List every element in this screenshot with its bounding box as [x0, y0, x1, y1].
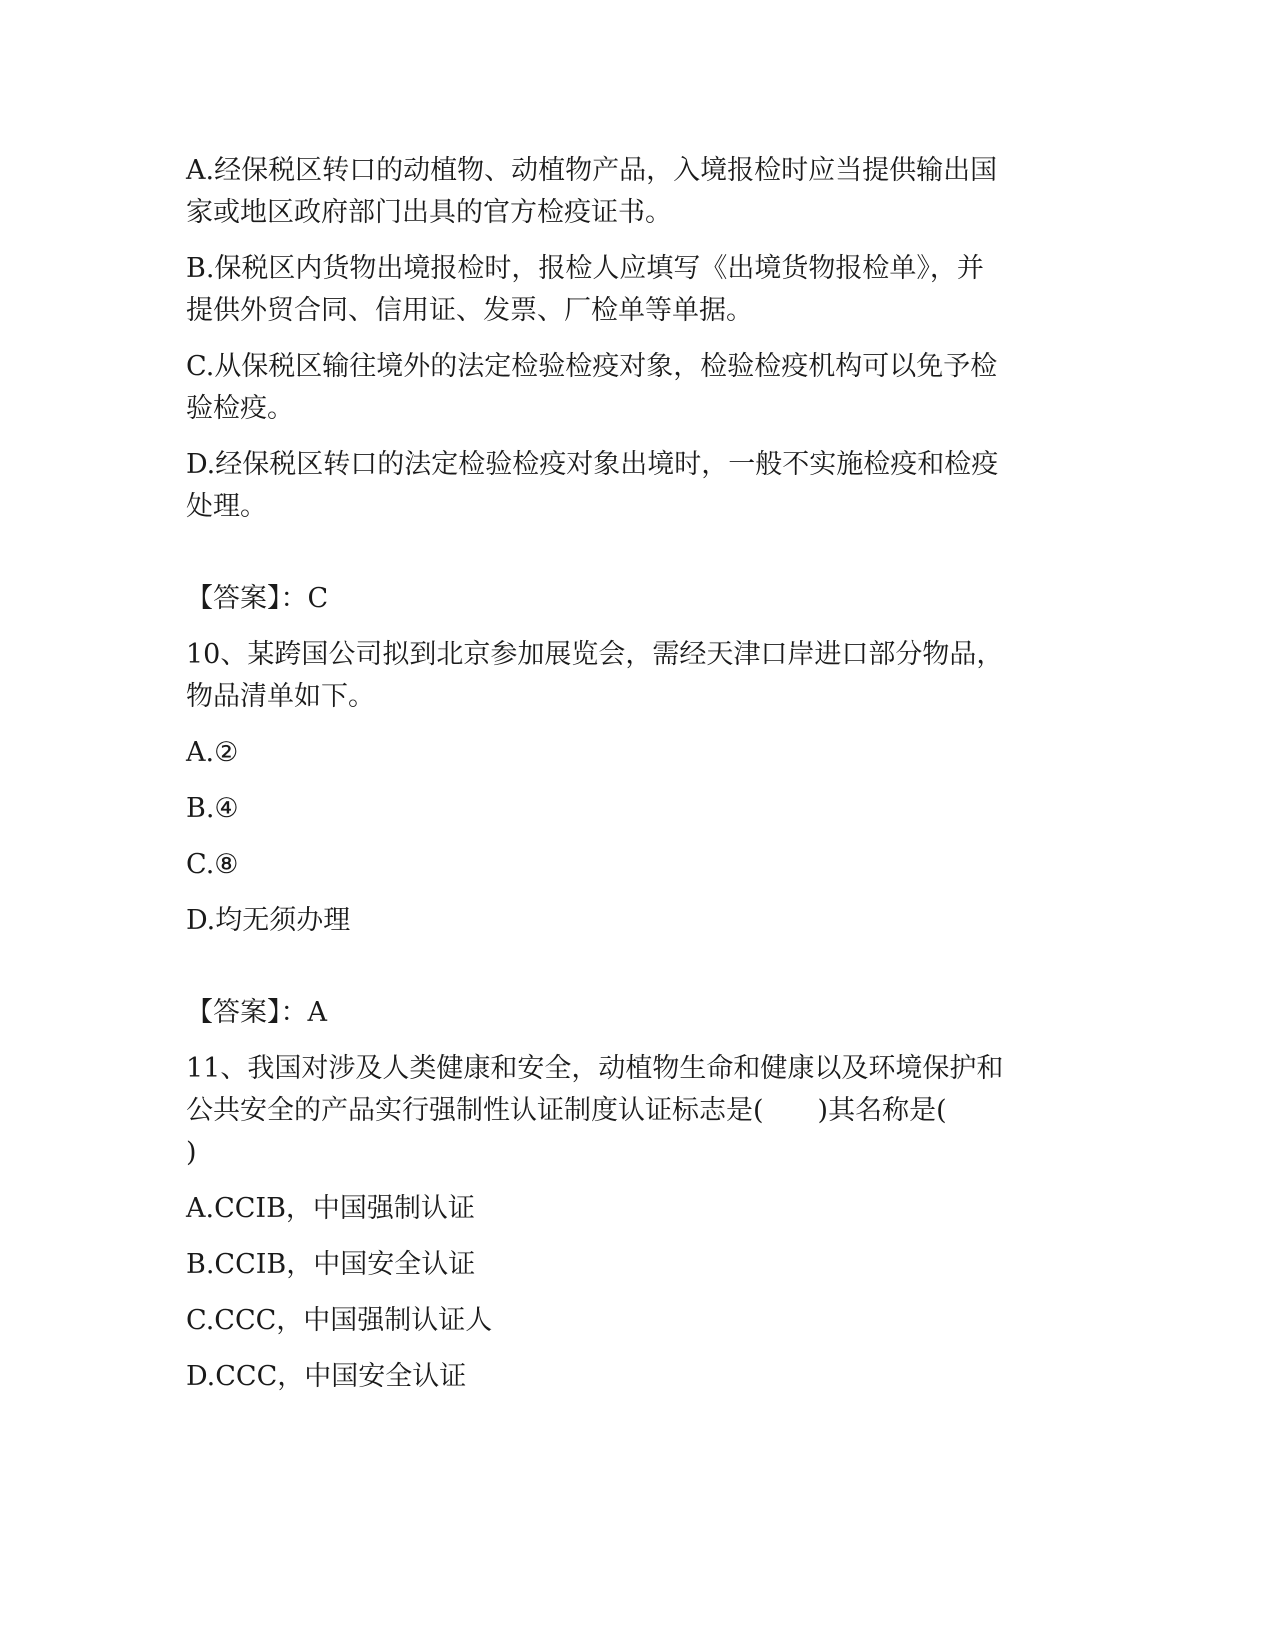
option-b-prev	[186, 248, 1066, 332]
option-text-line: C.从保税区输往境外的法定检验检疫对象，检验检疫机构可以免予检	[186, 351, 998, 382]
option-text-line: A.经保税区转口的动植物、动植物产品，入境报检时应当提供输出国	[186, 155, 998, 186]
q10-option-c: C.⑧	[186, 849, 239, 880]
answer-prev: 【答案】：C	[186, 583, 329, 614]
q10-option-b: B.④	[186, 793, 239, 824]
option-text-line: 提供外贸合同、信用证、发票、厂检单等单据。	[186, 295, 753, 326]
question-text-line: 物品清单如下。	[186, 681, 375, 712]
q11-option-a: A.CCIB，中国强制认证	[186, 1193, 475, 1224]
question-text-line: 公共安全的产品实行强制性认证制度认证标志是( )其名称是(	[186, 1095, 947, 1126]
q10-option-d: D.均无须办理	[186, 905, 351, 936]
option-text-line: B.保税区内货物出境报检时，报检人应填写《出境货物报检单》，并	[186, 253, 984, 284]
option-text-line: 验检疫。	[186, 393, 294, 424]
option-text-line: 处理。	[186, 491, 267, 522]
question-text-line: )	[186, 1137, 197, 1168]
question-11-stem	[186, 1048, 1066, 1174]
question-text-line: 10、某跨国公司拟到北京参加展览会，需经天津口岸进口部分物品，	[186, 639, 1004, 670]
q11-option-c: C.CCC，中国强制认证人	[186, 1305, 493, 1336]
q11-option-d: D.CCC，中国安全认证	[186, 1361, 467, 1392]
option-text-line: D.经保税区转口的法定检验检疫对象出境时，一般不实施检疫和检疫	[186, 449, 999, 480]
answer-q10: 【答案】：A	[186, 997, 327, 1028]
q11-option-b: B.CCIB，中国安全认证	[186, 1249, 476, 1280]
option-a-prev	[186, 150, 1066, 234]
option-c-prev	[186, 346, 1066, 430]
q10-option-a: A.②	[186, 737, 239, 768]
question-text-line: 11、我国对涉及人类健康和安全，动植物生命和健康以及环境保护和	[186, 1053, 1004, 1084]
option-d-prev	[186, 444, 1066, 528]
question-10-stem	[186, 634, 1066, 718]
option-text-line: 家或地区政府部门出具的官方检疫证书。	[186, 197, 672, 228]
document-page	[186, 150, 1066, 1412]
